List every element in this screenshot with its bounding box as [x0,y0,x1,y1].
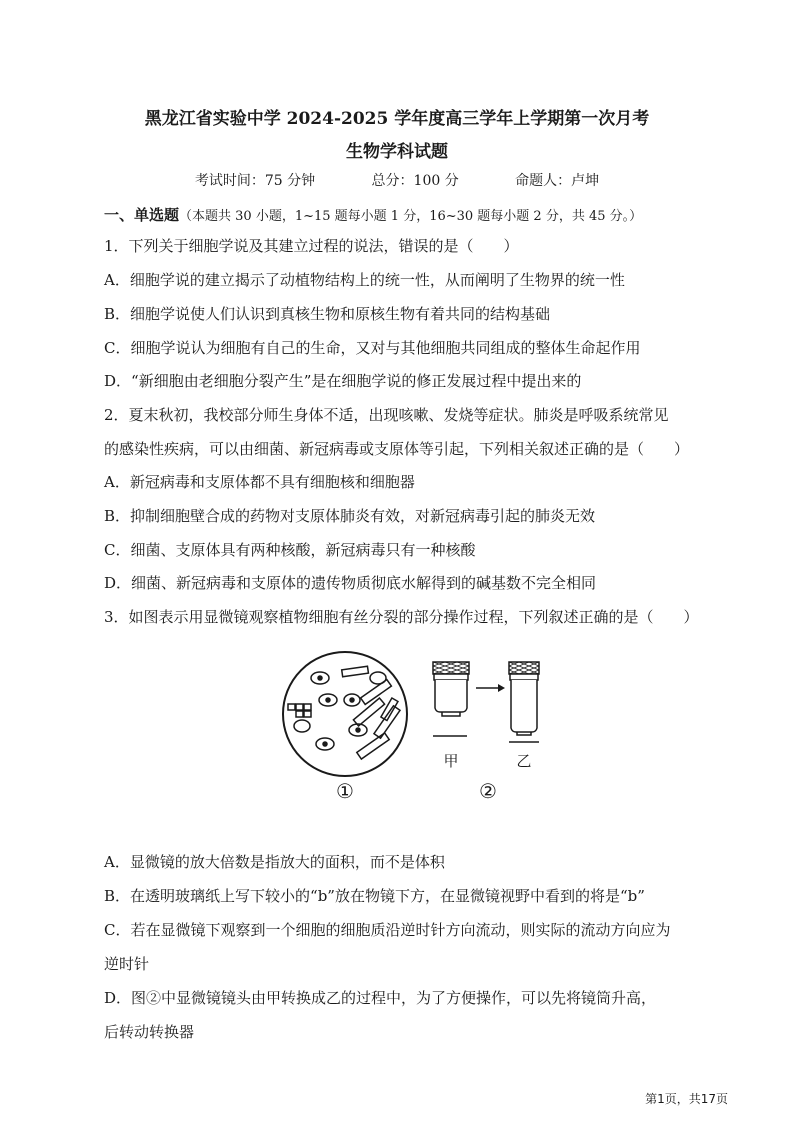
author: 命题人：卢坤 [515,173,600,189]
objective-lens-yi [509,662,539,742]
exam-time: 考试时间：75 分钟 [194,173,316,189]
question-2-stem-line-2: 的感染性疾病，可以由细菌、新冠病毒或支原体等引起，下列相关叙述正确的是（ ） [104,440,690,458]
question-3-option-d: D．图②中显微镜镜头由甲转换成乙的过程中，为了方便操作，可以先将镜筒升高， [104,989,657,1007]
question-1-option-d: D．“新细胞由老细胞分裂产生”是在细胞学说的修正发展过程中提出来的 [104,372,582,390]
question-2-stem-line-1: 2．夏末秋初，我校部分师生身体不适，出现咳嗽、发烧等症状。肺炎是呼吸系统常见 [104,406,669,424]
question-2-option-a: A．新冠病毒和支原体都不具有细胞核和细胞器 [104,473,415,491]
arrow-icon [476,684,505,692]
figure-svg [280,648,540,808]
figure-label-1: ① [336,779,354,803]
question-3-option-a: A．显微镜的放大倍数是指放大的面积，而不是体积 [104,853,445,871]
lens-label-yi: 乙 [516,752,532,770]
question-2-option-d: D．细菌、新冠病毒和支原体的遗传物质彻底水解得到的碱基数不完全相同 [104,574,597,592]
question-3-option-b: B．在透明玻璃纸上写下较小的“b”放在物镜下方，在显微镜视野中看到的将是“b” [104,887,645,905]
question-1-option-c: C．细胞学说认为细胞有自己的生命，又对与其他细胞共同组成的整体生命起作用 [104,339,641,357]
question-1-option-a: A．细胞学说的建立揭示了动植物结构上的统一性，从而阐明了生物界的统一性 [104,271,625,289]
exam-subtitle: 生物学科试题 [346,142,448,162]
question-3-option-c-cont: 逆时针 [104,955,150,973]
microscope-figure [280,648,540,808]
page-number: 第1页，共17页 [645,1092,728,1106]
field-of-view-diagram [283,652,407,776]
question-3-stem: 3．如图表示用显微镜观察植物细胞有丝分裂的部分操作过程，下列叙述正确的是（ ） [104,608,699,626]
question-2-option-c: C．细菌、支原体具有两种核酸，新冠病毒只有一种核酸 [104,541,476,559]
section-heading [104,205,642,227]
question-2-option-b: B．抑制细胞壁合成的药物对支原体肺炎有效，对新冠病毒引起的肺炎无效 [104,507,596,525]
question-1-option-b: B．细胞学说使人们认识到真核生物和原核生物有着共同的结构基础 [104,305,551,323]
lens-label-jia: 甲 [443,752,459,770]
exam-title: 黑龙江省实验中学 2024-2025 学年度高三学年上学期第一次月考 [144,109,650,129]
question-3-option-c: C．若在显微镜下观察到一个细胞的细胞质沿逆时针方向流动，则实际的流动方向应为 [104,921,671,939]
total-score: 总分：100 分 [371,173,459,189]
figure-label-2: ② [479,779,497,803]
objective-lens-jia [433,662,469,736]
section-note: （本题共 30 小题，1~15 题每小题 1 分，16~30 题每小题 2 分，共 45 分。） [179,209,643,224]
question-3-option-d-cont: 后转动转换器 [104,1023,195,1041]
exam-meta [0,170,794,190]
section-title: 一、单选题 [104,206,180,224]
question-1-stem: 1．下列关于细胞学说及其建立过程的说法，错误的是（ ） [104,237,519,255]
